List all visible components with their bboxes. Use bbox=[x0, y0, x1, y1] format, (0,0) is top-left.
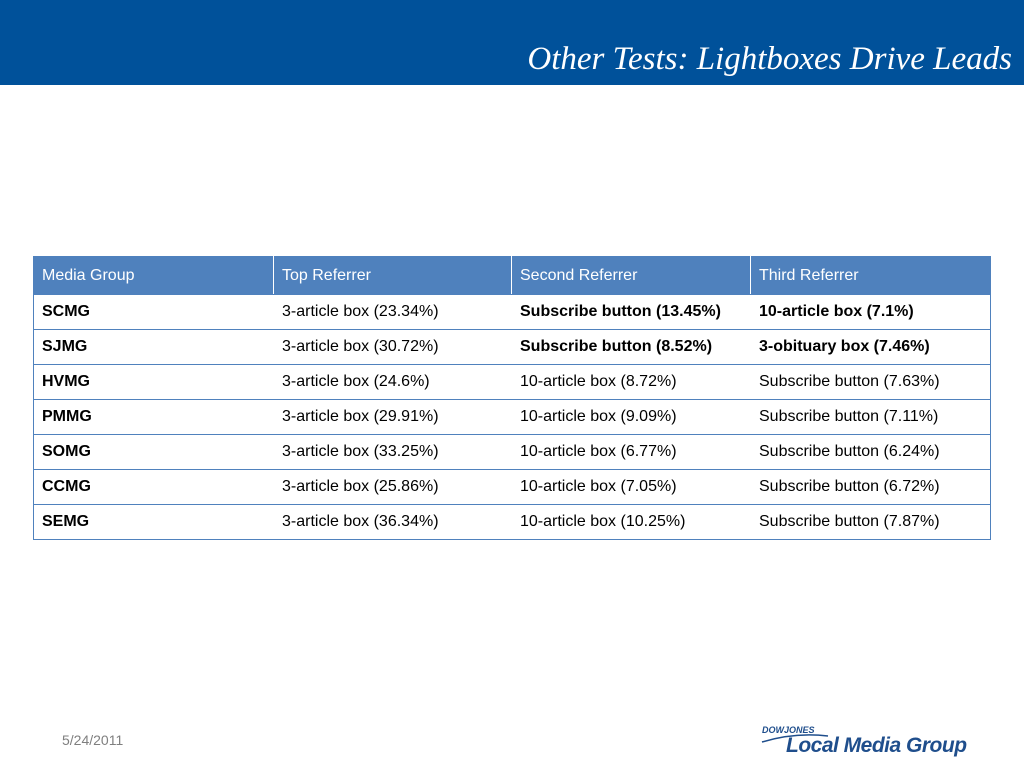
table-row bbox=[34, 400, 991, 435]
cell-third-referrer: Subscribe button (7.87%) bbox=[751, 505, 991, 540]
cell-second-referrer: 10-article box (10.25%) bbox=[512, 505, 751, 540]
cell-second-referrer: 10-article box (6.77%) bbox=[512, 435, 751, 470]
table-row bbox=[34, 330, 991, 365]
cell-second-referrer: 10-article box (8.72%) bbox=[512, 365, 751, 400]
cell-top-referrer: 3-article box (29.91%) bbox=[274, 400, 512, 435]
cell-third-referrer: 3-obituary box (7.46%) bbox=[751, 330, 991, 365]
table-row bbox=[34, 295, 991, 330]
cell-third-referrer: 10-article box (7.1%) bbox=[751, 295, 991, 330]
referrer-table bbox=[33, 256, 991, 540]
table-header-row bbox=[34, 257, 991, 295]
company-logo bbox=[760, 720, 975, 760]
slide-date: 5/24/2011 bbox=[62, 732, 124, 748]
logo-main-text: Local Media Group bbox=[786, 734, 967, 757]
header-top-referrer: Top Referrer bbox=[274, 257, 512, 295]
cell-top-referrer: 3-article box (25.86%) bbox=[274, 470, 512, 505]
cell-top-referrer: 3-article box (23.34%) bbox=[274, 295, 512, 330]
cell-top-referrer: 3-article box (30.72%) bbox=[274, 330, 512, 365]
cell-media-group: SOMG bbox=[34, 435, 274, 470]
table-row bbox=[34, 470, 991, 505]
header-third-referrer: Third Referrer bbox=[751, 257, 991, 295]
cell-media-group: PMMG bbox=[34, 400, 274, 435]
cell-third-referrer: Subscribe button (6.24%) bbox=[751, 435, 991, 470]
cell-third-referrer: Subscribe button (7.11%) bbox=[751, 400, 991, 435]
cell-media-group: SEMG bbox=[34, 505, 274, 540]
cell-third-referrer: Subscribe button (7.63%) bbox=[751, 365, 991, 400]
table-row bbox=[34, 365, 991, 400]
cell-media-group: SCMG bbox=[34, 295, 274, 330]
cell-second-referrer: 10-article box (9.09%) bbox=[512, 400, 751, 435]
header-media-group: Media Group bbox=[34, 257, 274, 295]
cell-top-referrer: 3-article box (36.34%) bbox=[274, 505, 512, 540]
cell-top-referrer: 3-article box (24.6%) bbox=[274, 365, 512, 400]
header-second-referrer: Second Referrer bbox=[512, 257, 751, 295]
cell-media-group: CCMG bbox=[34, 470, 274, 505]
table-row bbox=[34, 505, 991, 540]
cell-media-group: SJMG bbox=[34, 330, 274, 365]
cell-second-referrer: Subscribe button (8.52%) bbox=[512, 330, 751, 365]
cell-second-referrer: Subscribe button (13.45%) bbox=[512, 295, 751, 330]
table-row bbox=[34, 435, 991, 470]
slide-title: Other Tests: Lightboxes Drive Leads bbox=[527, 41, 1012, 77]
cell-media-group: HVMG bbox=[34, 365, 274, 400]
cell-third-referrer: Subscribe button (6.72%) bbox=[751, 470, 991, 505]
logo-top-text: DOWJONES bbox=[762, 725, 815, 735]
title-bar bbox=[0, 0, 1024, 85]
cell-top-referrer: 3-article box (33.25%) bbox=[274, 435, 512, 470]
cell-second-referrer: 10-article box (7.05%) bbox=[512, 470, 751, 505]
